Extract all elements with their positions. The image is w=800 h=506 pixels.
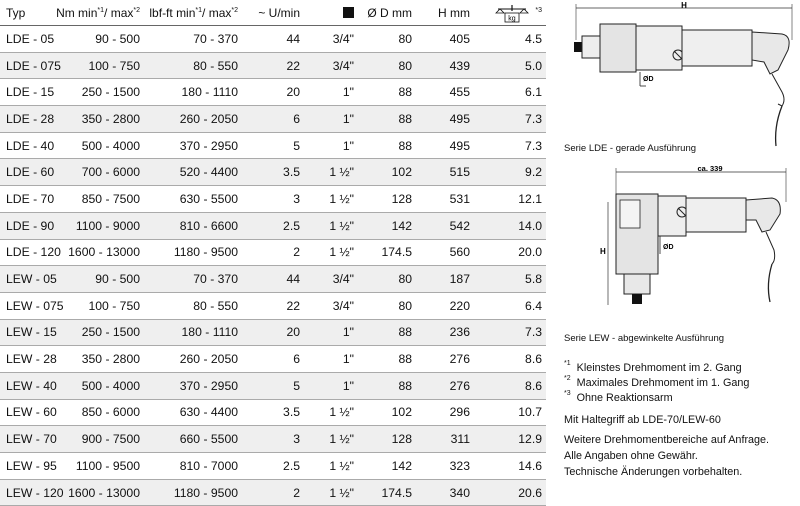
cell-d: 88: [398, 325, 412, 340]
cell-sq: 3/4": [332, 272, 354, 287]
cell-h: 495: [449, 138, 470, 153]
note-gewaehr: Alle Angaben ohne Gewähr.: [564, 450, 698, 462]
cell-d: 80: [398, 272, 412, 287]
cell-kg: 20.0: [518, 245, 542, 260]
cell-umin: 3.5: [283, 405, 300, 420]
cell-nm: 900 - 7500: [81, 432, 140, 447]
cell-h: 495: [449, 111, 470, 126]
cell-nm: 1100 - 9000: [75, 218, 140, 233]
cell-nm: 100 - 750: [88, 58, 140, 73]
table-row: [0, 453, 546, 480]
cell-sq: 1": [342, 325, 354, 340]
cell-nm: 1600 - 13000: [68, 485, 140, 500]
cell-typ: LEW - 28: [6, 352, 57, 367]
cell-kg: 6.1: [525, 85, 542, 100]
cell-lbft: 180 - 1110: [181, 85, 238, 100]
cell-umin: 20: [286, 325, 300, 340]
header-lbft: lbf-ft min $^{*1}$ / max $^{*2}$: [149, 5, 238, 20]
cell-typ: LEW - 95: [6, 458, 57, 473]
cell-lbft: 70 - 370: [193, 31, 238, 46]
cell-kg: 10.7: [518, 405, 542, 420]
dim-h-label: H: [681, 1, 687, 10]
cell-umin: 3: [293, 191, 300, 206]
cell-d: 80: [398, 31, 412, 46]
header-nm: Nm min $^{*1}$ / max $^{*2}$: [56, 5, 140, 20]
cell-lbft: 1180 - 9500: [173, 485, 238, 500]
cell-kg: 12.9: [518, 432, 542, 447]
cell-d: 174.5: [381, 485, 412, 500]
cell-d: 128: [391, 191, 412, 206]
cell-lbft: 80 - 550: [193, 58, 238, 73]
cell-nm: 90 - 500: [95, 272, 140, 287]
cell-sq: 1 ½": [329, 405, 354, 420]
cell-h: 220: [449, 298, 470, 313]
cell-umin: 2: [293, 245, 300, 260]
cell-typ: LDE - 40: [6, 138, 55, 153]
cell-kg: 14.0: [518, 218, 542, 233]
cell-kg: 6.4: [525, 298, 542, 313]
cell-typ: LDE - 120: [6, 245, 61, 260]
cell-nm: 850 - 6000: [81, 405, 140, 420]
note-aenderungen: Technische Änderungen vorbehalten.: [564, 466, 743, 478]
header-h: H mm: [438, 5, 470, 20]
cell-sq: 1": [342, 85, 354, 100]
cell-typ: LEW - 05: [6, 272, 57, 287]
note-weitere: Weitere Drehmomentbereiche auf Anfrage.: [564, 434, 770, 446]
cell-kg: 14.6: [518, 458, 542, 473]
cell-sq: 1 ½": [329, 458, 354, 473]
cell-sq: 1 ½": [329, 485, 354, 500]
cell-kg: 9.2: [525, 165, 542, 180]
cell-lbft: 260 - 2050: [179, 111, 238, 126]
cell-lbft: 630 - 5500: [179, 191, 238, 206]
svg-text:kg: kg: [508, 15, 517, 22]
cell-lbft: 810 - 7000: [179, 458, 238, 473]
header-typ: Typ: [6, 5, 26, 20]
cell-h: 276: [449, 378, 470, 393]
footnote-3: $^{*3}$ Ohne Reaktionsarm: [564, 390, 673, 404]
lew-caption: Serie LEW - abgewinkelte Ausführung: [564, 333, 725, 344]
cell-h: 323: [449, 458, 470, 473]
cell-lbft: 660 - 5500: [179, 432, 238, 447]
cell-h: 531: [449, 191, 470, 206]
cell-nm: 250 - 1500: [81, 85, 140, 100]
table-row: [0, 79, 546, 106]
header-d: Ø D mm: [367, 5, 412, 20]
dim-ca-label: ca. 339: [697, 164, 723, 173]
cell-h: 296: [449, 405, 470, 420]
cell-lbft: 810 - 6600: [179, 218, 238, 233]
cell-umin: 2.5: [283, 218, 300, 233]
cell-sq: 3/4": [332, 31, 354, 46]
cell-typ: LDE - 90: [6, 218, 55, 233]
cell-typ: LEW - 120: [6, 485, 64, 500]
cell-h: 439: [449, 58, 470, 73]
table-row: [0, 293, 546, 320]
cell-kg: 20.6: [518, 485, 542, 500]
cell-typ: LEW - 075: [6, 298, 64, 313]
cell-kg: 7.3: [525, 111, 542, 126]
cell-umin: 5: [293, 378, 300, 393]
table-row: [0, 240, 546, 267]
table-row: [0, 266, 546, 293]
cell-h: 236: [449, 325, 470, 340]
cell-d: 80: [398, 58, 412, 73]
cell-umin: 2.5: [283, 458, 300, 473]
cell-nm: 850 - 7500: [81, 191, 140, 206]
cell-h: 311: [450, 432, 470, 447]
cell-nm: 1100 - 9500: [75, 458, 140, 473]
cell-sq: 3/4": [332, 58, 354, 73]
cell-typ: LEW - 15: [6, 325, 57, 340]
table-row: [0, 106, 546, 133]
cell-kg: 7.3: [525, 325, 542, 340]
cell-nm: 1600 - 13000: [68, 245, 140, 260]
cell-kg: 8.6: [525, 352, 542, 367]
table-row: [0, 133, 546, 160]
cell-typ: LDE - 05: [6, 31, 55, 46]
header-umin: ~ U/min: [258, 5, 300, 20]
cell-sq: 1": [342, 138, 354, 153]
cell-d: 80: [398, 298, 412, 313]
cell-d: 142: [391, 458, 412, 473]
table-header: [0, 0, 546, 26]
table-row: [0, 213, 546, 240]
cell-kg: 12.1: [518, 191, 542, 206]
cell-umin: 6: [293, 111, 300, 126]
footnote-1: $^{*1}$ Kleinstes Drehmoment im 2. Gang: [564, 360, 742, 374]
cell-h: 405: [449, 31, 470, 46]
table-row: [0, 320, 546, 347]
cell-d: 88: [398, 85, 412, 100]
dim-h2-label: H: [600, 247, 606, 256]
cell-umin: 44: [286, 31, 300, 46]
header-kg: kg $^{*3}$: [490, 0, 542, 25]
cell-umin: 3: [293, 432, 300, 447]
cell-nm: 500 - 4000: [81, 138, 140, 153]
cell-h: 455: [449, 85, 470, 100]
cell-nm: 350 - 2800: [81, 352, 140, 367]
cell-nm: 350 - 2800: [81, 111, 140, 126]
square-drive-icon: [343, 7, 354, 18]
cell-umin: 6: [293, 352, 300, 367]
lew-drawing: [560, 160, 800, 320]
table-row: [0, 400, 546, 427]
table-row: [0, 480, 546, 506]
cell-d: 88: [398, 352, 412, 367]
cell-h: 515: [449, 165, 470, 180]
cell-typ: LDE - 15: [6, 85, 55, 100]
cell-nm: 700 - 6000: [81, 165, 140, 180]
footnote-2: $^{*2}$ Maximales Drehmoment im 1. Gang: [564, 375, 750, 389]
cell-typ: LEW - 70: [6, 432, 57, 447]
lde-caption: Serie LDE - gerade Ausführung: [564, 143, 697, 154]
cell-typ: LDE - 60: [6, 165, 55, 180]
cell-d: 102: [391, 405, 412, 420]
dim-d-label: ØD: [643, 76, 654, 83]
note-haltegriff: Mit Haltegriff ab LDE-70/LEW-60: [564, 414, 721, 426]
cell-umin: 20: [286, 85, 300, 100]
table-row: [0, 426, 546, 453]
cell-sq: 1": [342, 111, 354, 126]
cell-sq: 3/4": [332, 298, 354, 313]
cell-lbft: 180 - 1110: [181, 325, 238, 340]
table-row: [0, 346, 546, 373]
cell-nm: 100 - 750: [88, 298, 140, 313]
cell-sq: 1 ½": [329, 218, 354, 233]
cell-sq: 1 ½": [329, 245, 354, 260]
cell-kg: 7.3: [525, 138, 542, 153]
table-row: [0, 373, 546, 400]
cell-lbft: 370 - 2950: [179, 138, 238, 153]
cell-kg: 5.8: [525, 272, 542, 287]
cell-d: 174.5: [381, 245, 412, 260]
dim-d2-label: ØD: [663, 244, 674, 251]
cell-lbft: 630 - 4400: [179, 405, 238, 420]
cell-h: 542: [449, 218, 470, 233]
cell-d: 102: [391, 165, 412, 180]
cell-lbft: 260 - 2050: [179, 352, 238, 367]
cell-d: 142: [391, 218, 412, 233]
cell-umin: 3.5: [283, 165, 300, 180]
right-panel: [560, 0, 800, 486]
cell-sq: 1 ½": [329, 191, 354, 206]
cell-lbft: 1180 - 9500: [173, 245, 238, 260]
cell-lbft: 70 - 370: [193, 272, 238, 287]
cell-h: 276: [449, 352, 470, 367]
cell-nm: 250 - 1500: [81, 325, 140, 340]
cell-umin: 5: [293, 138, 300, 153]
cell-typ: LEW - 60: [6, 405, 57, 420]
cell-sq: 1": [342, 378, 354, 393]
cell-d: 88: [398, 378, 412, 393]
cell-h: 560: [449, 245, 470, 260]
cell-typ: LEW - 40: [6, 378, 57, 393]
cell-umin: 2: [293, 485, 300, 500]
cell-umin: 44: [286, 272, 300, 287]
scale-icon: [494, 3, 534, 23]
cell-kg: 5.0: [525, 58, 542, 73]
cell-umin: 22: [286, 58, 300, 73]
cell-sq: 1 ½": [329, 165, 354, 180]
table-row: [0, 26, 546, 53]
cell-nm: 90 - 500: [95, 31, 140, 46]
table-row: [0, 186, 546, 213]
cell-lbft: 80 - 550: [193, 298, 238, 313]
cell-d: 88: [398, 138, 412, 153]
cell-umin: 22: [286, 298, 300, 313]
cell-nm: 500 - 4000: [81, 378, 140, 393]
table-row: [0, 53, 546, 80]
header-square-drive: [320, 0, 354, 25]
cell-d: 128: [391, 432, 412, 447]
cell-h: 187: [449, 272, 470, 287]
cell-sq: 1": [342, 352, 354, 367]
lde-drawing: [560, 0, 800, 150]
cell-lbft: 520 - 4400: [179, 165, 238, 180]
cell-typ: LDE - 075: [6, 58, 61, 73]
table-row: [0, 159, 546, 186]
cell-typ: LDE - 28: [6, 111, 55, 126]
cell-h: 340: [449, 485, 470, 500]
cell-lbft: 370 - 2950: [179, 378, 238, 393]
cell-kg: 8.6: [525, 378, 542, 393]
cell-d: 88: [398, 111, 412, 126]
cell-typ: LDE - 70: [6, 191, 55, 206]
cell-sq: 1 ½": [329, 432, 354, 447]
cell-kg: 4.5: [525, 31, 542, 46]
